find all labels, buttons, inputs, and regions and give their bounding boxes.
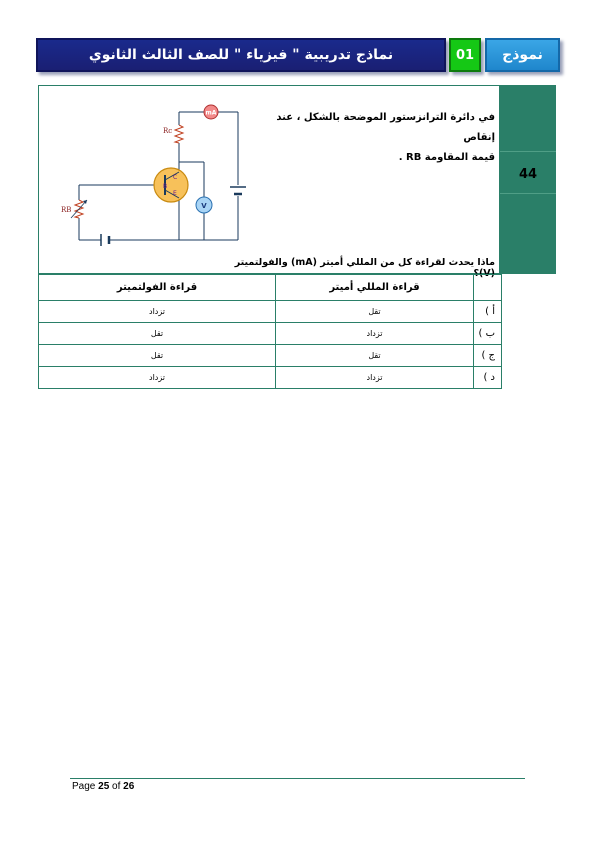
table-row[interactable] (39, 345, 502, 367)
rb-label: RB (61, 206, 72, 214)
model-label: نموذج (485, 38, 560, 72)
option-voltmeter: تزداد (39, 367, 276, 389)
table-row[interactable] (39, 367, 502, 389)
option-voltmeter: تزداد (39, 301, 276, 323)
option-ammeter: تقل (276, 301, 474, 323)
option-voltmeter: تقل (39, 345, 276, 367)
page-word: Page (72, 781, 96, 792)
question-ask: ماذا يحدث لقراءة كل من المللي أميتر (mA) والفولتميتر (V)؟ (234, 257, 495, 279)
option-letter: د ) (474, 367, 502, 389)
header-voltmeter: قراءة الفولتميتر (39, 275, 276, 301)
question-number-panel (500, 85, 556, 274)
panel-divider (500, 193, 556, 194)
base-label: B (163, 183, 168, 190)
page-current: 25 (98, 781, 110, 792)
question-text-line-2: قيمة المقاومة RB . (398, 152, 495, 163)
footer-divider (70, 778, 525, 779)
answers-table (38, 274, 502, 389)
rc-resistor-icon (175, 125, 183, 143)
page-total: 26 (123, 781, 135, 792)
of-word: of (112, 781, 121, 792)
option-ammeter: تقل (276, 345, 474, 367)
question-text-line-1: في دائرة الترانزستور الموضحة بالشكل ، عند إنقاص (276, 112, 495, 143)
table-header-cell (474, 275, 502, 301)
table-row[interactable] (39, 323, 502, 345)
emitter-label: E (173, 190, 177, 197)
transistor-icon (154, 168, 188, 202)
option-letter: ج ) (474, 345, 502, 367)
table-header-row (39, 275, 502, 301)
page-indicator (72, 781, 134, 792)
model-number: 01 (449, 38, 481, 72)
voltmeter-label: V (201, 202, 207, 210)
option-ammeter: تزداد (276, 323, 474, 345)
table-row[interactable] (39, 301, 502, 323)
milliammeter-label: mA (205, 109, 217, 117)
panel-divider (500, 151, 556, 152)
collector-label: C (173, 174, 178, 181)
option-ammeter: تزداد (276, 367, 474, 389)
question-text (250, 108, 495, 168)
header-title: نماذج تدريبية " فيزياء " للصف الثالث الثانوي (36, 38, 446, 72)
header-ammeter: قراءة المللي أميتر (276, 275, 474, 301)
option-letter: أ ) (474, 301, 502, 323)
transistor-circuit-diagram (55, 100, 255, 250)
rc-label: Rc (163, 127, 173, 135)
option-voltmeter: تقل (39, 323, 276, 345)
question-number: 44 (518, 167, 538, 182)
option-letter: ب ) (474, 323, 502, 345)
